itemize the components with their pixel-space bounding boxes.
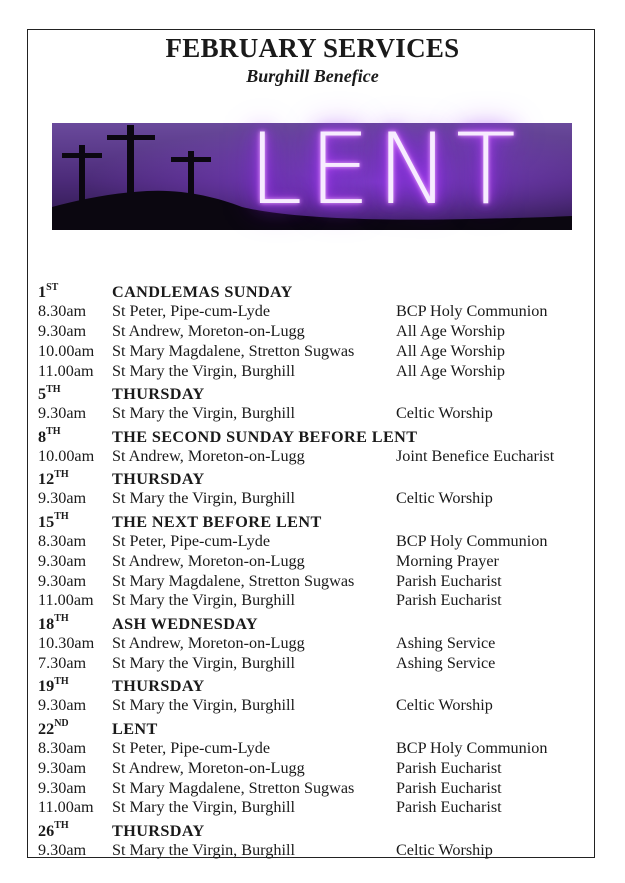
- service-type: Celtic Worship: [396, 841, 493, 860]
- service-type: Ashing Service: [396, 634, 496, 653]
- service-row: [38, 798, 588, 818]
- service-row: [38, 552, 588, 572]
- service-type: All Age Worship: [396, 322, 506, 341]
- service-time: 10.00am: [38, 341, 95, 360]
- service-church: St Mary the Virgin, Burghill: [112, 489, 295, 508]
- service-time: 9.30am: [38, 489, 87, 508]
- service-church: St Mary the Virgin, Burghill: [112, 653, 295, 672]
- service-type: Parish Eucharist: [396, 758, 502, 777]
- service-time: 8.30am: [38, 302, 87, 321]
- service-row: [38, 302, 588, 322]
- service-church: St Andrew, Moreton-on-Lugg: [112, 634, 305, 653]
- day-suffix: TH: [46, 383, 61, 395]
- service-type: Ashing Service: [396, 653, 496, 672]
- service-row: [38, 696, 588, 716]
- day-header: [38, 282, 588, 302]
- day-suffix: TH: [54, 468, 69, 480]
- service-time: 9.30am: [38, 551, 87, 570]
- day-header: [38, 719, 588, 739]
- day-header: [38, 676, 588, 696]
- service-row: [38, 841, 588, 861]
- service-church: St Mary the Virgin, Burghill: [112, 696, 295, 715]
- service-church: St Andrew, Moreton-on-Lugg: [112, 322, 305, 341]
- page-title: FEBRUARY SERVICES: [165, 33, 460, 63]
- cross-right-beam: [171, 157, 211, 162]
- service-church: St Peter, Pipe-cum-Lyde: [112, 532, 271, 551]
- day-number: 5: [38, 384, 47, 403]
- service-row: [38, 739, 588, 759]
- day-number: 18: [38, 614, 55, 633]
- page-subtitle: Burghill Benefice: [246, 66, 379, 86]
- day-header: [38, 427, 588, 447]
- service-church: St Mary the Virgin, Burghill: [112, 798, 295, 817]
- service-time: 9.30am: [38, 758, 87, 777]
- day-suffix: ND: [54, 718, 69, 730]
- service-type: Morning Prayer: [396, 551, 499, 570]
- day-date: [38, 469, 69, 490]
- day-date: [38, 384, 61, 405]
- service-row: [38, 447, 588, 467]
- service-church: St Mary Magdalene, Stretton Sugwas: [112, 778, 355, 797]
- day-number: 1: [38, 283, 47, 301]
- service-time: 7.30am: [38, 653, 87, 672]
- service-type: BCP Holy Communion: [396, 302, 548, 321]
- service-church: St Mary the Virgin, Burghill: [112, 591, 295, 610]
- service-church: St Mary the Virgin, Burghill: [112, 841, 295, 860]
- service-type: Joint Benefice Eucharist: [396, 446, 555, 465]
- service-row: [38, 779, 588, 799]
- day-title: THURSDAY: [112, 677, 205, 696]
- service-row: [38, 759, 588, 779]
- service-type: BCP Holy Communion: [396, 739, 548, 758]
- service-time: 9.30am: [38, 571, 87, 590]
- service-type: BCP Holy Communion: [396, 532, 548, 551]
- lent-word: LENT: [248, 113, 522, 227]
- service-row: [38, 532, 588, 552]
- day-number: 8: [38, 427, 47, 446]
- service-time: 9.30am: [38, 696, 87, 715]
- service-time: 10.30am: [38, 634, 95, 653]
- service-church: St Mary the Virgin, Burghill: [112, 361, 295, 380]
- service-type: Celtic Worship: [396, 404, 493, 423]
- day-number: 15: [38, 512, 55, 531]
- service-type: All Age Worship: [396, 361, 506, 380]
- service-row: [38, 404, 588, 424]
- service-church: St Peter, Pipe-cum-Lyde: [112, 302, 271, 321]
- service-church: St Mary Magdalene, Stretton Sugwas: [112, 341, 355, 360]
- service-type: Parish Eucharist: [396, 571, 502, 590]
- service-type: Celtic Worship: [396, 696, 493, 715]
- service-time: 8.30am: [38, 739, 87, 758]
- service-church: St Mary Magdalene, Stretton Sugwas: [112, 571, 355, 590]
- day-suffix: TH: [54, 675, 69, 687]
- service-time: 11.00am: [38, 591, 94, 610]
- cross-center-beam: [107, 135, 155, 140]
- service-time: 11.00am: [38, 361, 94, 380]
- day-title: THE NEXT BEFORE LENT: [112, 512, 322, 531]
- service-time: 9.30am: [38, 404, 87, 423]
- service-row: [38, 342, 588, 362]
- day-suffix: TH: [54, 511, 69, 523]
- day-header: [38, 614, 588, 634]
- day-date: [38, 512, 69, 533]
- day-suffix: TH: [46, 426, 61, 438]
- service-schedule: [38, 282, 588, 861]
- service-time: 8.30am: [38, 532, 87, 551]
- lent-banner: [52, 113, 572, 230]
- service-type: Parish Eucharist: [396, 591, 502, 610]
- day-title: THE SECOND SUNDAY BEFORE LENT: [112, 427, 418, 446]
- service-row: [38, 654, 588, 674]
- service-row: [38, 572, 588, 592]
- service-row: [38, 489, 588, 509]
- day-date: [38, 614, 69, 635]
- service-row: [38, 322, 588, 342]
- service-type: Parish Eucharist: [396, 778, 502, 797]
- cross-left-beam: [62, 153, 102, 158]
- service-church: St Andrew, Moreton-on-Lugg: [112, 551, 305, 570]
- service-time: 9.30am: [38, 778, 87, 797]
- day-suffix: TH: [54, 613, 69, 625]
- day-date: [38, 282, 58, 303]
- service-time: 9.30am: [38, 322, 87, 341]
- day-date: [38, 719, 69, 740]
- day-header: [38, 512, 588, 532]
- service-church: St Mary the Virgin, Burghill: [112, 404, 295, 423]
- day-title: ASH WEDNESDAY: [112, 614, 258, 633]
- service-time: 10.00am: [38, 446, 95, 465]
- day-number: 19: [38, 677, 55, 696]
- day-date: [38, 676, 69, 697]
- day-header: [38, 384, 588, 404]
- day-header: [38, 469, 588, 489]
- day-date: [38, 427, 61, 448]
- day-title: THURSDAY: [112, 821, 205, 840]
- day-title: THURSDAY: [112, 384, 205, 403]
- service-row: [38, 634, 588, 654]
- service-type: Parish Eucharist: [396, 798, 502, 817]
- service-type: Celtic Worship: [396, 489, 493, 508]
- day-suffix: TH: [54, 820, 69, 832]
- service-church: St Andrew, Moreton-on-Lugg: [112, 758, 305, 777]
- service-time: 9.30am: [38, 841, 87, 860]
- service-time: 11.00am: [38, 798, 94, 817]
- day-date: [38, 821, 69, 842]
- day-number: 26: [38, 821, 55, 840]
- day-header: [38, 821, 588, 841]
- day-title: CANDLEMAS SUNDAY: [112, 283, 293, 301]
- day-number: 12: [38, 470, 55, 489]
- service-church: St Peter, Pipe-cum-Lyde: [112, 739, 271, 758]
- day-number: 22: [38, 719, 55, 738]
- service-church: St Andrew, Moreton-on-Lugg: [112, 446, 305, 465]
- day-title: LENT: [112, 719, 158, 738]
- service-type: All Age Worship: [396, 341, 506, 360]
- day-suffix: ST: [46, 281, 59, 293]
- service-row: [38, 362, 588, 382]
- service-row: [38, 591, 588, 611]
- day-title: THURSDAY: [112, 470, 205, 489]
